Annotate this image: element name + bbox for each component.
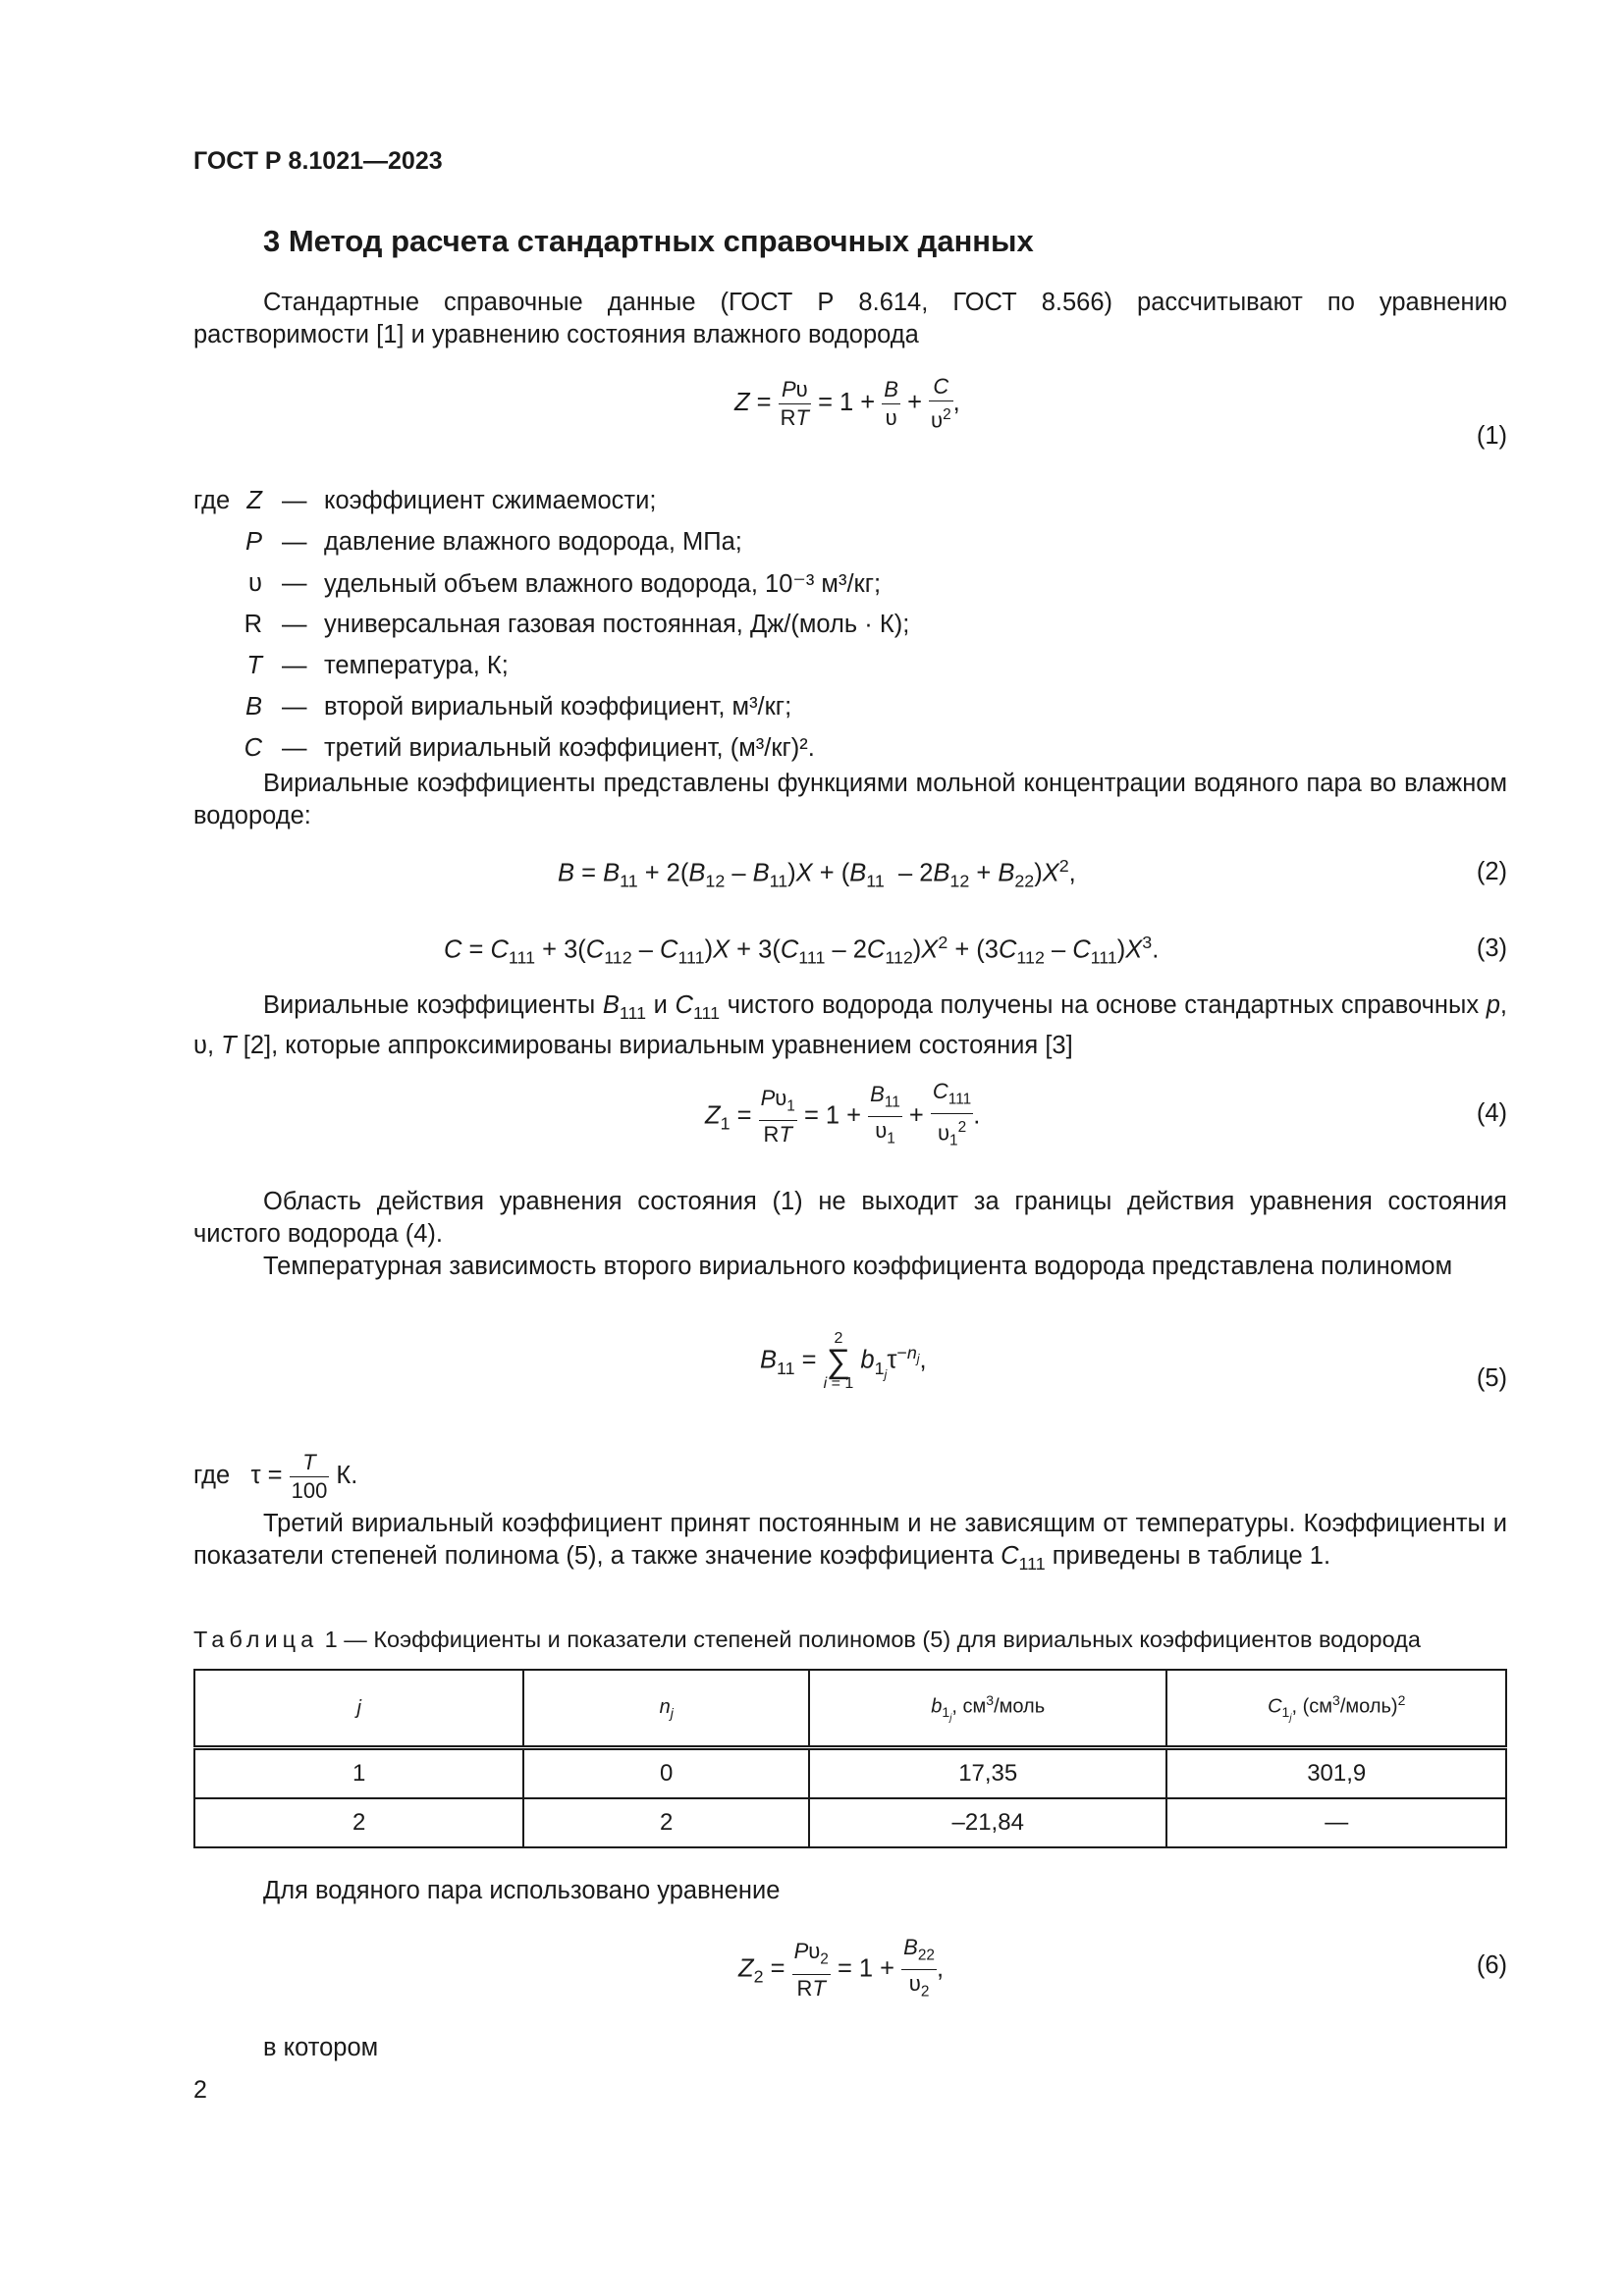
equation-5: $B_{11} = 2$ ∑ i = 1 $b_{1_j}\tau^{-n_j}$, — [760, 1330, 927, 1392]
equation-number-1: (1) — [1476, 422, 1507, 450]
table-row: 1 0 17,35 301,9 — [194, 1748, 1506, 1799]
section-heading: 3 Метод расчета стандартных справочных данных — [263, 224, 1034, 258]
table-row: 2 2 –21,84 — — [194, 1798, 1506, 1847]
paragraph-third-coefficient: Третий вириальный коэффициент принят постоянным и не зависящим от температуры. Коэффициенты и показатели степеней полинома (5), а также значение коэффициента $C_{111}$ приведены в таблице 1. — [193, 1510, 1507, 1575]
page-number: 2 — [193, 2076, 207, 2104]
equation-1: Z = $\frac{P\upsilon}{RT}$ = 1 + $\frac{B}{\upsilon}$ + $\frac{C}{\upsilon^2}$ , — [734, 374, 960, 433]
paragraph-validity: Область действия уравнения состояния (1) не выходит за границы действия уравнения состояния чистого водорода (4). — [193, 1188, 1507, 1248]
equation-2: $B = B_{11} + 2(B_{12} - B_{11})X + (B_{11} - 2B_{12} + B_{22})X^2$, — [558, 856, 1076, 891]
header-nj: $n_j$ — [523, 1670, 809, 1748]
equation-number-5: (5) — [1476, 1364, 1507, 1392]
equation-number-3: (3) — [1476, 934, 1507, 962]
paragraph-intro: Стандартные справочные данные (ГОСТ Р 8.614, ГОСТ 8.566) рассчитывают по уравнению растворимости [1] и уравнению состояния влажного водорода — [193, 289, 1507, 348]
paragraph-virial-functions: Вириальные коэффициенты представлены функциями мольной концентрации водяного пара во влажном водороде: — [193, 770, 1507, 829]
header-b1j: $b_{1_j}$, $см^3$/моль — [809, 1670, 1166, 1748]
legend-where: где — [193, 487, 231, 514]
header-c1j: $C_{1_j}$, $(см^3/моль)^2$ — [1166, 1670, 1506, 1748]
equation-6: $Z_2$ = $\frac{P\upsilon_2}{RT}$ = 1 + $\frac{B_{22}}{\upsilon_2}$ , — [738, 1935, 945, 2001]
paragraph-temperature-dependence: Температурная зависимость второго вириального коэффициента водорода представлена полиномом — [263, 1253, 1453, 1280]
tau-definition: где τ = $\frac{T}{100}$ К. — [193, 1450, 358, 1503]
document-page: ГОСТ Р 8.1021—2023 3 Метод расчета стандартных справочных данных Стандартные справочные данные (ГОСТ Р 8.614, ГОСТ 8.566) рассчитывают по уравнению растворимости [1] и уравнению состояния влажного водорода Z = $\frac{P\upsilon}{RT}$ = 1 + $\frac{B}{\upsilon}$ + $\frac{C}{\upsilon^2}$ , (1) где Z — коэффициент сжимаемости; P — давление влажного водорода, МПа; υ — удельный объем влажного водорода, 10⁻³ м³/кг; R — универсальная газовая постоянная, Дж/(моль · К); T — температура, К; B — второй вириальный коэффициент, м³/кг; C — третий вириальный коэффициент, (м³/кг)². Вириальные коэффициенты представлены функциями мольной концентрации водяного пара во влажном водороде: $B = B_{11} + 2(B_{12} - B_{11})X + (B_{11} - 2B_{12} + B_{22})X^2$, (2) $C = C_{111} + 3(C_{112} - C_{111})X + 3(C_{111} - 2C_{112})X^2 + (3C_{112} - C_{111})X^3$. (3) Вириальные коэффициенты $B_{111}$ и $C_{111}$ чистого водорода получены на основе стандартных справочных p, υ, T [2], которые аппроксимированы вириальным уравнением состояния [3] $Z_1$ = $\frac{P\upsilon_1}{RT}$ = 1 + $\frac{B_{11}}{\upsilon_1}$ + $\frac{C_{111}}{\upsilon_1^2}$ . (4) Область действия уравнения состояния (1) не выходит за границы действия уравнения состояния чистого водорода (4). Температурная зависимость второго вириального коэффициента водорода представлена полиномом $B_{11} = 2$ ∑ i = 1 $b_{1_j}\tau^{-n_j}$, (5) где τ = $\frac{T}{100}$ К. Третий вириальный коэффициент принят постоянным и не зависящим от температуры. Коэффициенты и показатели степеней полинома (5), а также значение коэффициента $C_{111}$ приведены в таблице 1. Таблица 1 — Коэффициенты и показатели степеней полиномов (5) для вириальных коэффициентов водорода j $n_j$ $b_{1_j}$, $см^3$/моль $C_{1_j}$, $(см^3/моль)^2$ 1 0 17,35 301,9 2 2 –21,84 — Для водяного пара использовано уравнение $Z_2$ = $\frac{P\upsilon_2}{RT}$ = 1 + $\frac{B_{22}}{\upsilon_2}$ , (6) в котором 2 — [193, 147, 1508, 2104]
paragraph-in-which: в котором — [263, 2034, 379, 2061]
paragraph-pure-hydrogen: Вириальные коэффициенты $B_{111}$ и $C_{111}$ чистого водорода получены на основе стандартных справочных p, υ, T [2], которые аппроксимированы вириальным уравнением состояния [3] — [193, 991, 1508, 1060]
equation-number-2: (2) — [1476, 858, 1507, 885]
table-caption: Таблица 1 — Коэффициенты и показатели степеней полиномов (5) для вириальных коэффициентов водорода — [193, 1627, 1421, 1652]
equation-number-6: (6) — [1476, 1951, 1507, 1979]
standard-designation: ГОСТ Р 8.1021—2023 — [193, 147, 443, 175]
equation-4: $Z_1$ = $\frac{P\upsilon_1}{RT}$ = 1 + $\frac{B_{11}}{\upsilon_1}$ + $\frac{C_{111}}{\upsilon_1^2}$ . — [705, 1079, 981, 1150]
table-header-row — [194, 1670, 1506, 1748]
equation-number-4: (4) — [1476, 1099, 1507, 1127]
paragraph-water-vapor: Для водяного пара использовано уравнение — [263, 1877, 781, 1904]
coefficients-table — [193, 1669, 1507, 1848]
header-j: j — [194, 1670, 523, 1748]
equation-3: $C = C_{111} + 3(C_{112} - C_{111})X + 3(C_{111} - 2C_{112})X^2 + (3C_{112} - C_{111})X^3$. — [444, 933, 1160, 968]
